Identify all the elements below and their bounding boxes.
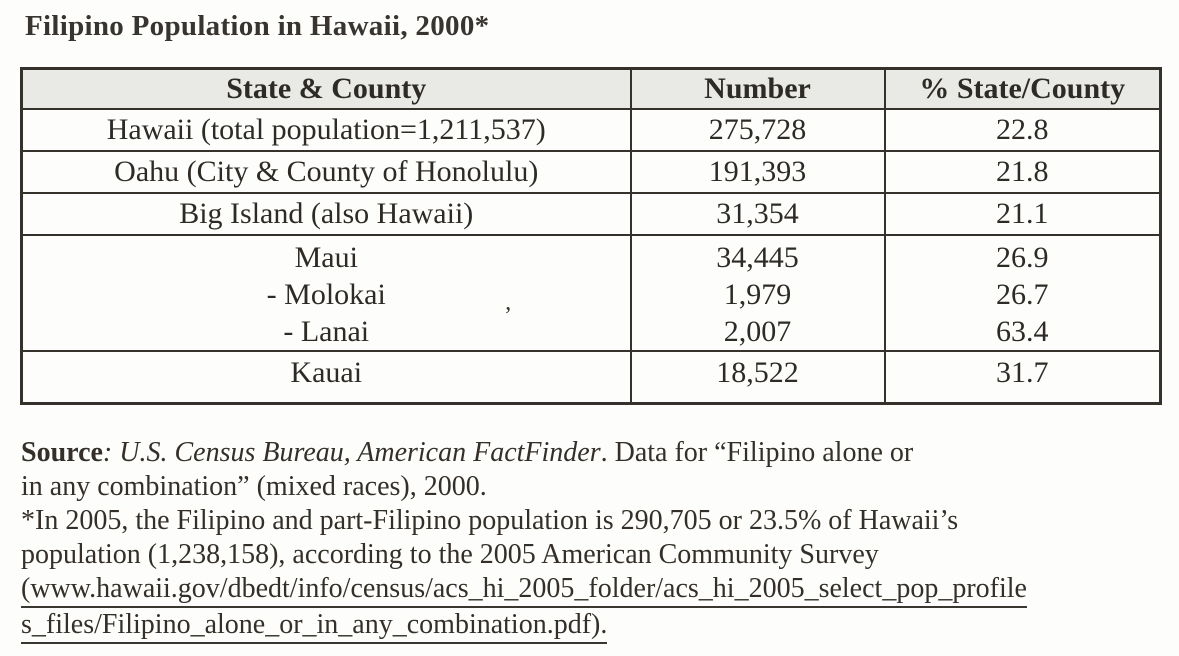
number-cell: 31,354 xyxy=(631,193,885,235)
url-line-1-wrap xyxy=(21,572,1027,608)
number-cell: 191,393 xyxy=(631,151,885,193)
number-cell: 18,522 xyxy=(631,351,885,404)
number-cell: 275,728 xyxy=(631,109,885,151)
page-title: Filipino Population in Hawaii, 2000* xyxy=(25,10,490,42)
source-line-2: in any combination” (mixed races), 2000. xyxy=(21,471,487,502)
url-line-1: (www.hawaii.gov/dbedt/info/census/acs_hi_2005_folder/acs_hi_2005_select_pop_profile xyxy=(21,572,1027,608)
source-label: Source xyxy=(21,437,103,468)
percent-cell xyxy=(885,235,1161,351)
table-header-row xyxy=(22,69,1161,110)
county-cell: Hawaii (total population=1,211,537) xyxy=(22,109,631,151)
population-table xyxy=(20,67,1162,405)
percent-line-molokai: 26.7 xyxy=(996,278,1049,311)
percent-cell: 31.7 xyxy=(885,351,1161,404)
notes-block xyxy=(21,436,1027,644)
number-line-molokai: 1,979 xyxy=(723,278,792,311)
col-header-percent: % State/County xyxy=(885,69,1161,110)
col-header-number: Number xyxy=(631,69,885,110)
county-cell: Oahu (City & County of Honolulu) xyxy=(22,151,631,193)
county-line-lanai: - Lanai xyxy=(283,315,370,348)
source-rest: . Data for “Filipino alone or xyxy=(600,437,914,468)
percent-cell: 21.1 xyxy=(885,193,1161,235)
percent-line-maui: 26.9 xyxy=(996,241,1049,274)
source-colon: : xyxy=(102,437,120,468)
table-row-maui-group xyxy=(22,235,1161,351)
percent-line-lanai: 63.4 xyxy=(996,315,1049,348)
table-row-big-island xyxy=(22,193,1161,235)
table-row-kauai xyxy=(22,351,1161,404)
footnote-line-2: population (1,238,158), according to the 2005 American Community Survey xyxy=(21,539,879,570)
col-header-state-county: State & County xyxy=(22,69,631,110)
footnote-line-1: *In 2005, the Filipino and part-Filipino population is 290,705 or 23.5% of Hawaii’s xyxy=(21,505,959,536)
source-citation: U.S. Census Bureau, American FactFinder xyxy=(119,437,601,468)
table-row-oahu xyxy=(22,151,1161,193)
county-line-molokai: - Molokai xyxy=(266,278,386,311)
number-line-maui: 34,445 xyxy=(716,241,799,274)
table-row-hawaii xyxy=(22,109,1161,151)
ink-speck: ’ xyxy=(504,303,512,329)
county-cell xyxy=(22,235,631,351)
county-line-maui: Maui xyxy=(294,241,358,274)
source-line-1 xyxy=(21,436,1027,470)
county-cell: Big Island (also Hawaii) xyxy=(22,193,631,235)
percent-cell: 22.8 xyxy=(885,109,1161,151)
percent-cell: 21.8 xyxy=(885,151,1161,193)
url-line-2-wrap xyxy=(21,608,1027,644)
number-line-lanai: 2,007 xyxy=(723,315,792,348)
county-cell: Kauai xyxy=(22,351,631,404)
number-cell xyxy=(631,235,885,351)
url-line-2: s_files/Filipino_alone_or_in_any_combination.pdf). xyxy=(21,608,607,644)
